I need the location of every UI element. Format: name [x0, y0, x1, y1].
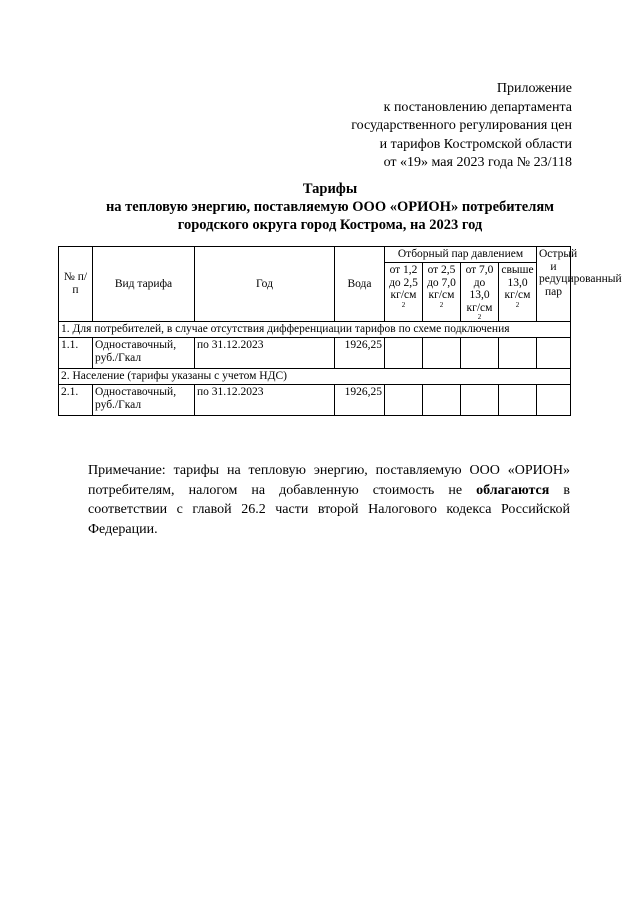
header-pressure-1: от 1,2 до 2,5 кг/см 2: [385, 263, 423, 322]
row-tariff-type: Одноставочный, руб./Гкал: [93, 338, 195, 369]
table-row: [59, 338, 571, 369]
title-line-1: Тарифы: [302, 181, 358, 197]
appendix-line-1: Приложение: [496, 81, 572, 96]
table-row: [59, 385, 571, 416]
row-cell-empty: [537, 338, 571, 369]
row-cell-empty: [423, 385, 461, 416]
row-water: 1926,25: [335, 338, 385, 369]
appendix-line-3: государственного регулирования цен: [351, 118, 572, 133]
table-header-row-1: [59, 247, 571, 263]
title-line-2: на тепловую энергию, поставляемую ООО «ОРИОН» потребителям: [105, 199, 555, 215]
note-text-bold: облагаются: [476, 482, 550, 498]
row-cell-empty: [385, 385, 423, 416]
row-tariff-type: Одноставочный, руб./Гкал: [93, 385, 195, 416]
section-row: [59, 369, 571, 385]
row-water: 1926,25: [335, 385, 385, 416]
document-title: [60, 180, 600, 234]
header-water: Вода: [335, 247, 385, 322]
header-tariff-type: Вид тарифа: [93, 247, 195, 322]
row-cell-empty: [423, 338, 461, 369]
row-cell-empty: [499, 338, 537, 369]
appendix-header: [351, 80, 572, 173]
header-pressure-3: от 7,0 до 13,0 кг/см 2: [461, 263, 499, 322]
row-cell-empty: [499, 385, 537, 416]
row-period: по 31.12.2023: [195, 338, 335, 369]
header-num: № п/п: [59, 247, 93, 322]
section-title: 1. Для потребителей, в случае отсутствия дифференциации тарифов по схеме подключения: [59, 322, 571, 338]
header-sharp-steam: Острый и редуцированный пар: [537, 247, 571, 322]
row-cell-empty: [385, 338, 423, 369]
row-num: 2.1.: [59, 385, 93, 416]
tariff-table: [58, 246, 622, 416]
section-title: 2. Население (тарифы указаны с учетом НДС): [59, 369, 571, 385]
header-pressure-4: свыше 13,0 кг/см 2: [499, 263, 537, 322]
title-line-3: городского округа город Кострома, на 2023 год: [177, 217, 483, 233]
row-num: 1.1.: [59, 338, 93, 369]
row-cell-empty: [461, 338, 499, 369]
header-pressure-2: от 2,5 до 7,0 кг/см 2: [423, 263, 461, 322]
appendix-line-5: от «19» мая 2023 года № 23/118: [383, 155, 572, 170]
section-row: [59, 322, 571, 338]
header-steam-group: Отборный пар давлением: [385, 247, 537, 263]
note-text-prefix: Примечание: тарифы на тепловую энергию, поставляемую ООО «ОРИОН» потребителям, налогом на добавленную стоимость не: [88, 463, 570, 498]
row-cell-empty: [461, 385, 499, 416]
note-paragraph: [88, 461, 570, 539]
note-text-suffix: в соответствии с главой 26.2 части второй Налогового кодекса Российской Федерации.: [88, 482, 570, 537]
appendix-line-4: и тарифов Костромской области: [379, 136, 572, 152]
appendix-line-2: к постановлению департамента: [383, 99, 572, 115]
row-period: по 31.12.2023: [195, 385, 335, 416]
row-cell-empty: [537, 385, 571, 416]
header-year: Год: [195, 247, 335, 322]
